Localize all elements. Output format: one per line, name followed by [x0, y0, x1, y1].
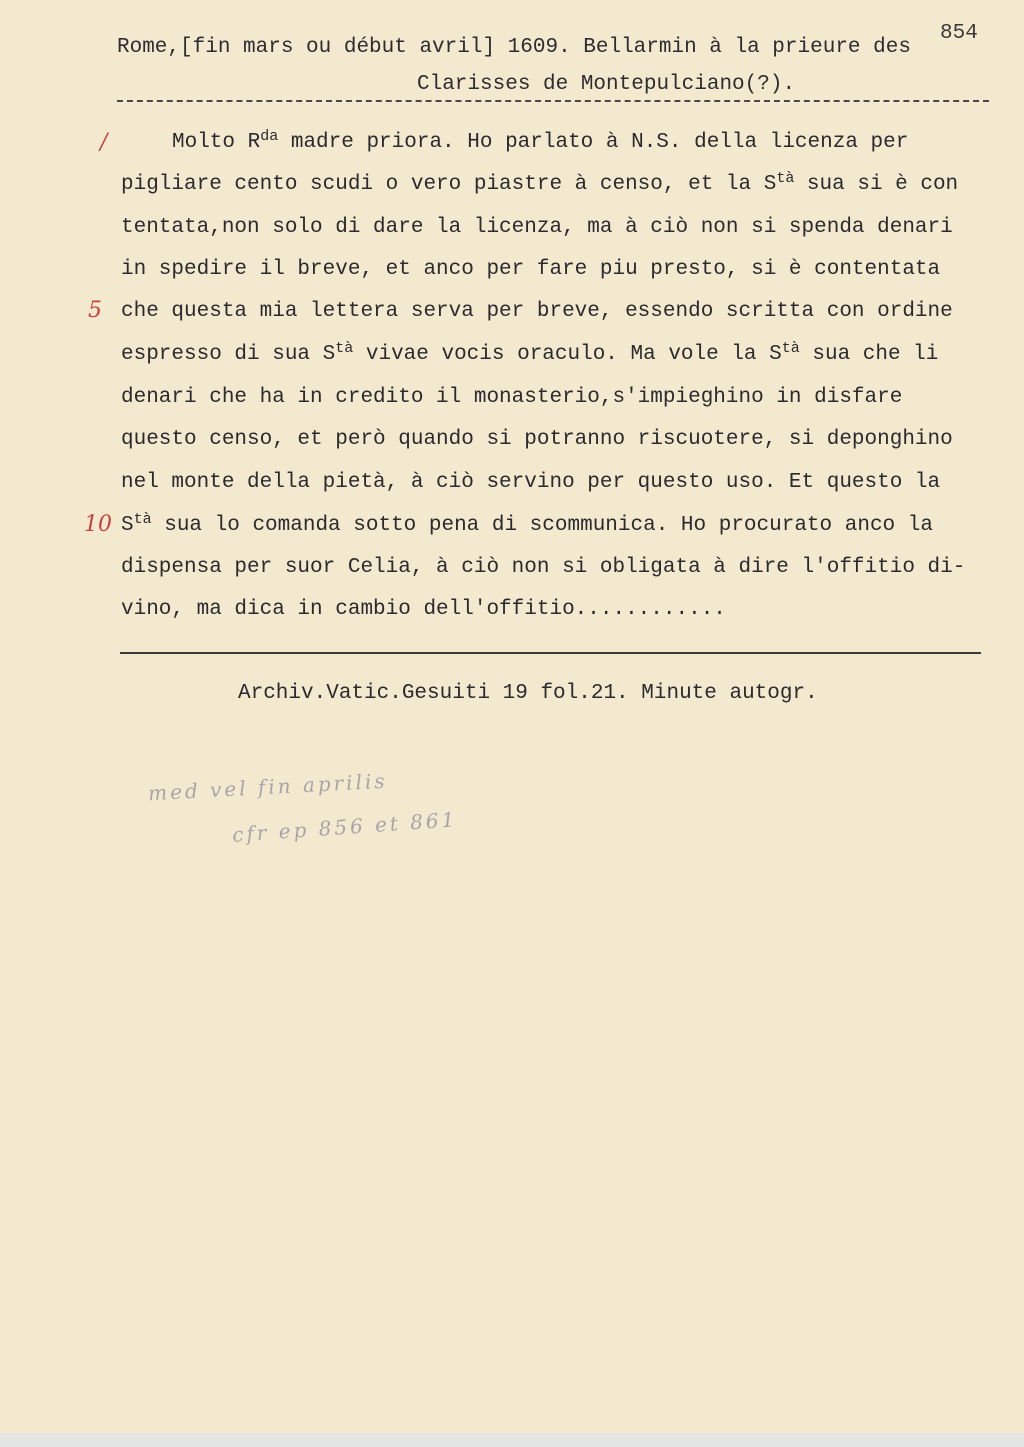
- solid-divider: [120, 652, 981, 654]
- header-title-line-1: Rome,[fin mars ou début avril] 1609. Bellarmin à la prieure des: [117, 36, 911, 59]
- letter-line-12: vino, ma dica in cambio dell'offitio............: [121, 598, 726, 621]
- line-marker-1: /: [100, 130, 108, 155]
- page-number: 854: [940, 22, 978, 45]
- line-marker-10: 10: [84, 512, 112, 537]
- pencil-annotation-1: med vel fin aprilis: [147, 768, 389, 806]
- pencil-annotation-2: cfr ep 856 et 861: [231, 807, 459, 847]
- dashed-divider: [117, 100, 989, 102]
- line-marker-5: 5: [88, 298, 102, 323]
- letter-line-9: nel monte della pietà, à ciò servino per questo uso. Et questo la: [121, 471, 941, 494]
- letter-line-1: Molto $R^{da}$ madre priora. Ho parlato à N.S. della licenza per: [172, 128, 909, 154]
- source-citation: Archiv.Vatic.Gesuiti 19 fol.21. Minute autogr.: [238, 682, 818, 705]
- letter-line-3: tentata,non solo di dare la licenza, ma à ciò non si spenda denari: [121, 216, 953, 239]
- letter-line-2: pigliare cento scudi o vero piastre à censo, et la $S^{tà}$ sua si è con: [121, 170, 959, 196]
- letter-line-11: dispensa per suor Celia, à ciò non si obligata à dire l'offitio di-: [121, 556, 966, 579]
- letter-line-8: questo censo, et però quando si potranno riscuotere, si deponghino: [121, 428, 953, 451]
- letter-line-6: espresso di sua $S^{tà}$ vivae vocis oraculo. Ma vole la $S^{tà}$ sua che li: [121, 340, 939, 366]
- scan-bottom-strip: [0, 1433, 1024, 1447]
- letter-line-7: denari che ha in credito il monasterio,s'impieghino in disfare: [121, 386, 903, 409]
- letter-line-5: che questa mia lettera serva per breve, essendo scritta con ordine: [121, 300, 953, 323]
- letter-line-10: $S^{tà}$ sua lo comanda sotto pena di scommunica. Ho procurato anco la: [121, 511, 933, 537]
- header-title-line-2: Clarisses de Montepulciano(?).: [417, 73, 796, 96]
- letter-line-4: in spedire il breve, et anco per fare piu presto, si è contentata: [121, 258, 941, 281]
